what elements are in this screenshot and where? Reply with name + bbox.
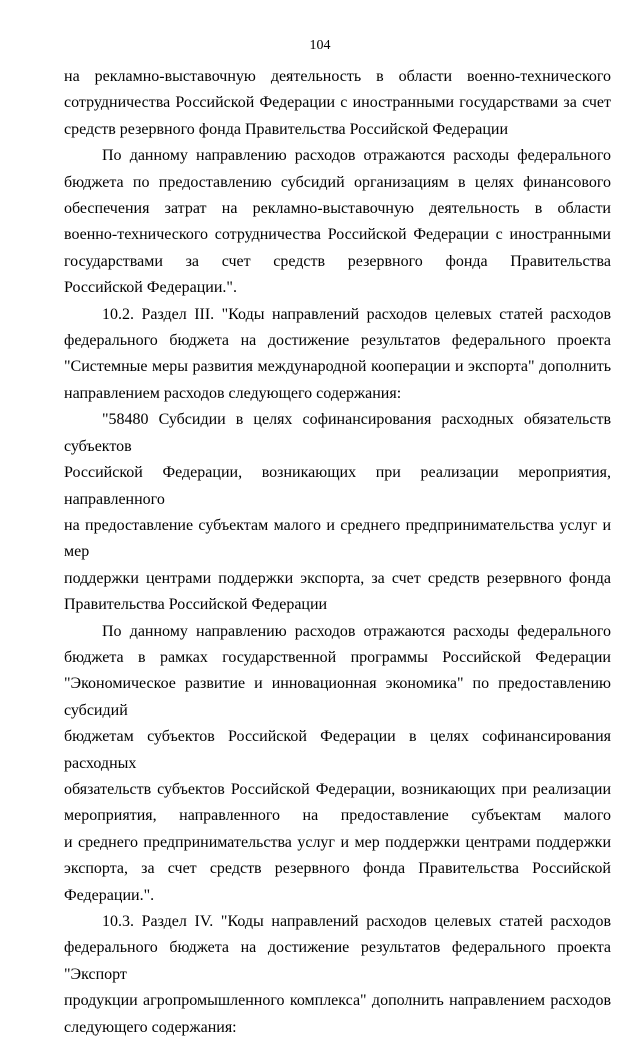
text-line: "Экономическое развитие и инновационная экономика" по предоставлению субсидий — [64, 675, 611, 719]
document-body — [64, 64, 611, 1041]
text-line: экспорта, за счет средств резервного фонда Правительства Российской Федерации.". — [64, 860, 611, 904]
text-line: По данному направлению расходов отражаются расходы федерального — [102, 147, 611, 165]
paragraph — [64, 909, 611, 1041]
text-line: государствами за счет средств резервного фонда Правительства — [64, 252, 611, 270]
text-line: бюджета по предоставлению субсидий организациям в целях финансового — [64, 173, 611, 191]
text-line: "Системные меры развития международной кооперации и экспорта" дополнить — [64, 358, 611, 376]
text-line: и среднего предпринимательства услуг и мер поддержки центрами поддержки — [64, 833, 611, 851]
paragraph — [64, 64, 611, 143]
text-line: Российской Федерации.". — [64, 279, 237, 297]
text-line: обязательств субъектов Российской Федерации, возникающих при реализации — [64, 780, 611, 798]
text-line: сотрудничества Российской Федерации с иностранными государствами за счет — [64, 94, 611, 112]
text-line: на рекламно-выставочную деятельность в области военно-технического — [64, 68, 611, 85]
text-line: 10.2. Раздел III. "Коды направлений расходов целевых статей расходов — [102, 305, 611, 323]
text-line: мероприятия, направленного на предоставление субъектам малого — [64, 807, 611, 825]
text-line: направлением расходов следующего содержания: — [64, 384, 402, 402]
text-line: средств резервного фонда Правительства Российской Федерации — [64, 120, 509, 138]
text-line: "58480 Субсидии в целях софинансирования расходных обязательств субъектов — [64, 411, 611, 455]
paragraph — [64, 143, 611, 301]
text-line: обеспечения затрат на рекламно-выставочную деятельность в области — [64, 200, 611, 218]
text-line: военно-технического сотрудничества Российской Федерации с иностранными — [64, 226, 611, 244]
paragraph — [64, 619, 611, 909]
text-line: поддержки центрами поддержки экспорта, за счет средств резервного фонда — [64, 569, 611, 587]
text-line: федерального бюджета на достижение результатов федерального проекта — [64, 332, 611, 350]
text-line: продукции агропромышленного комплекса" дополнить направлением расходов — [64, 992, 611, 1010]
text-line: бюджета в рамках государственной программы Российской Федерации — [64, 648, 611, 666]
text-line: 10.3. Раздел IV. "Коды направлений расходов целевых статей расходов — [102, 913, 611, 930]
page-number: 104 — [309, 38, 331, 53]
text-line: По данному направлению расходов отражаются расходы федерального — [102, 622, 611, 640]
text-line: следующего содержания: — [64, 1018, 237, 1036]
text-line: Российской Федерации, возникающих при реализации мероприятия, направленного — [64, 464, 611, 508]
text-line: на предоставление субъектам малого и среднего предпринимательства услуг и мер — [64, 516, 611, 561]
text-line: Правительства Российской Федерации — [64, 596, 328, 614]
paragraph — [64, 407, 611, 618]
text-line: бюджетам субъектов Российской Федерации в целях софинансирования расходных — [64, 728, 611, 772]
text-line: федерального бюджета на достижение результатов федерального проекта "Экспорт — [64, 939, 611, 983]
paragraph — [64, 302, 611, 408]
